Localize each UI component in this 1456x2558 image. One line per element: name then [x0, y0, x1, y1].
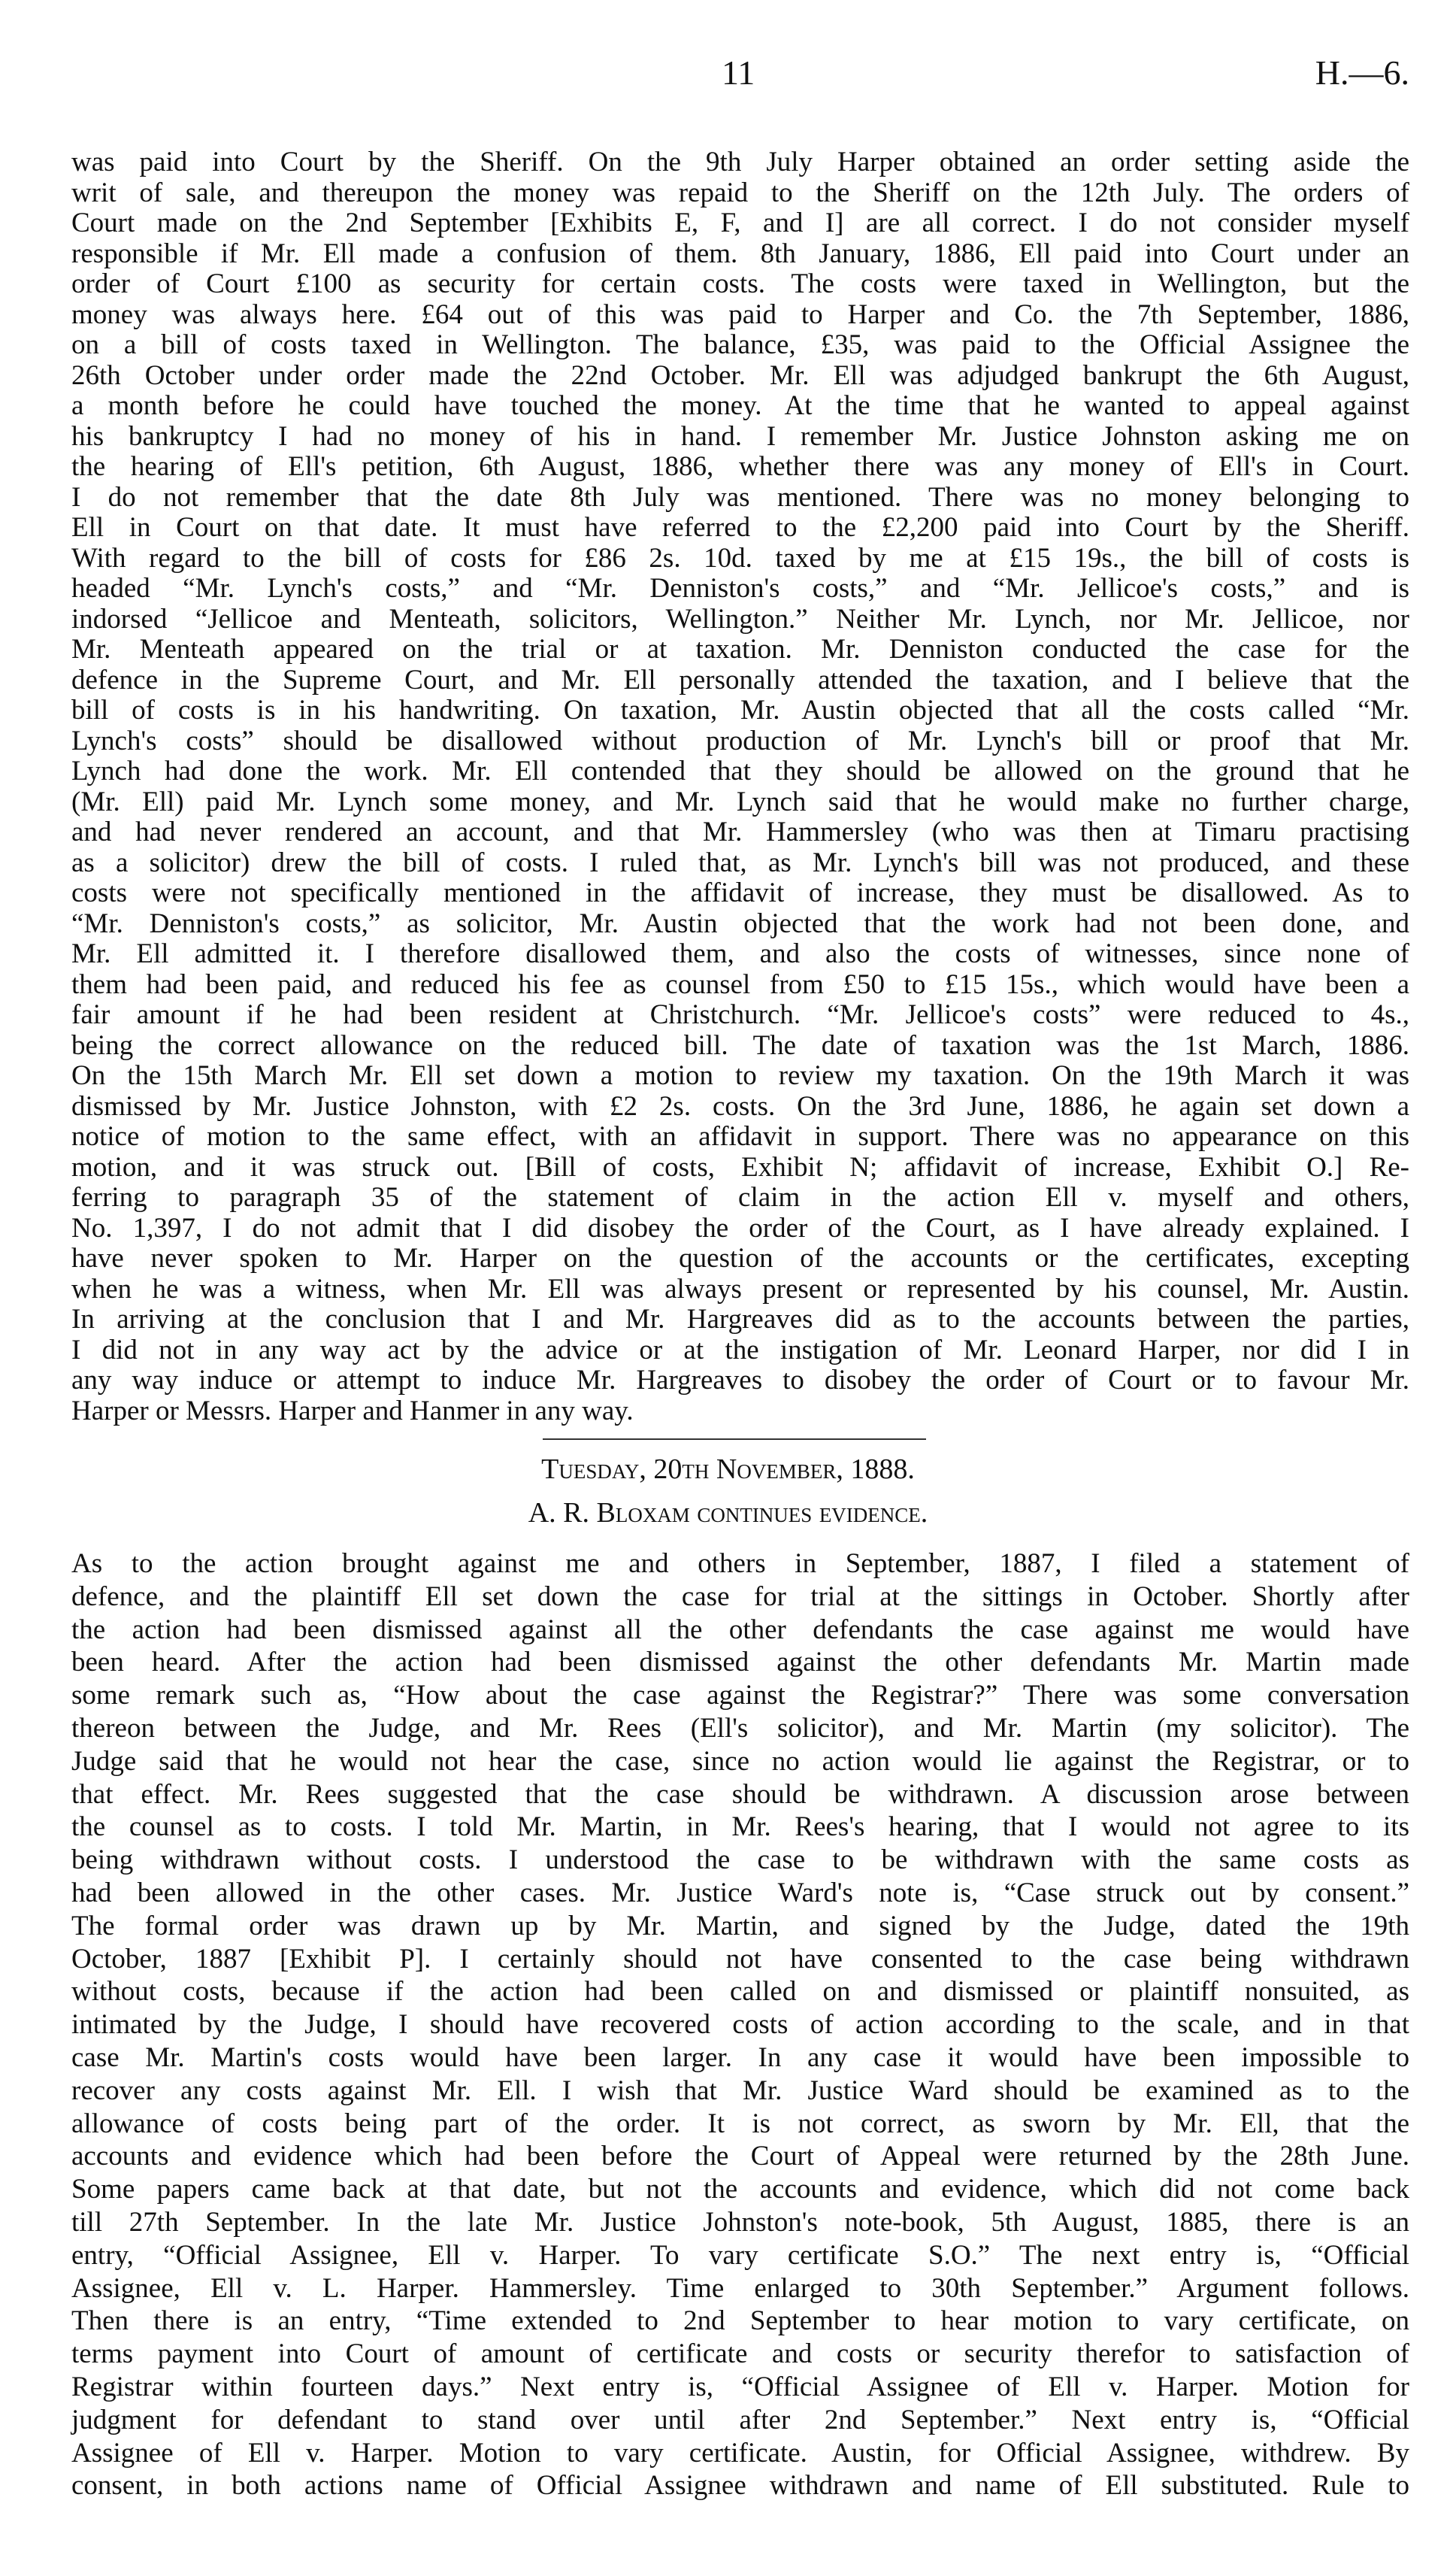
text-line: the action had been dismissed against all the other defendants the case against me would have — [71, 1614, 1409, 1645]
text-line: money was always here. £64 out of this was paid to Harper and Co. the 7th September, 1886, — [71, 299, 1409, 330]
text-line: that effect. Mr. Rees suggested that the case should be withdrawn. A discussion arose between — [71, 1778, 1409, 1810]
text-line: Judge said that he would not hear the case, since no action would lie against the Registrar, or to — [71, 1745, 1409, 1777]
text-line: responsible if Mr. Ell made a confusion of them. 8th January, 1886, Ell paid into Court under an — [71, 238, 1409, 269]
text-line: Assignee of Ell v. Harper. Motion to vary certificate. Austin, for Official Assignee, withdrew. By — [71, 2437, 1409, 2469]
text-line: order of Court £100 as security for certain costs. The costs were taxed in Wellington, but the — [71, 268, 1409, 299]
text-line: Lynch's costs” should be disallowed without production of Mr. Lynch's bill or proof that Mr. — [71, 725, 1409, 756]
text-line: terms payment into Court of amount of certificate and costs or security therefor to satisfaction of — [71, 2338, 1409, 2370]
text-line: intimated by the Judge, I should have recovered costs of action according to the scale, and in that — [71, 2009, 1409, 2041]
text-line: when he was a witness, when Mr. Ell was always present or represented by his counsel, Mr. Austin. — [71, 1273, 1409, 1305]
text-line: any way induce or attempt to induce Mr. Hargreaves to disobey the order of Court or to favour Mr. — [71, 1365, 1409, 1396]
text-line: recover any costs against Mr. Ell. I wish that Mr. Justice Ward should be examined as to the — [71, 2075, 1409, 2106]
text-line: As to the action brought against me and others in September, 1887, I filed a statement of — [71, 1548, 1409, 1579]
text-line: No. 1,397, I do not admit that I did disobey the order of the Court, as I have already explained. I — [71, 1212, 1409, 1244]
text-line: headed “Mr. Lynch's costs,” and “Mr. Denniston's costs,” and “Mr. Jellicoe's costs,” and is — [71, 573, 1409, 604]
text-line: judgment for defendant to stand over until after 2nd September.” Next entry is, “Official — [71, 2404, 1409, 2435]
text-line: motion, and it was struck out. [Bill of costs, Exhibit N; affidavit of increase, Exhibit O.] Re- — [71, 1151, 1409, 1183]
text-line: have never spoken to Mr. Harper on the question of the accounts or the certificates, excepting — [71, 1243, 1409, 1274]
text-line: Harper or Messrs. Harper and Hanmer in any way. — [71, 1395, 634, 1426]
page-number: 11 — [722, 53, 755, 92]
evidence-paragraph-2 — [71, 1547, 1409, 2502]
text-line: writ of sale, and thereupon the money was repaid to the Sheriff on the 12th July. The orders of — [71, 177, 1409, 208]
text-line: costs were not specifically mentioned in the affidavit of increase, they must be disallowed. As to — [71, 877, 1409, 908]
text-line: entry, “Official Assignee, Ell v. Harper. To vary certificate S.O.” The next entry is, “Official — [71, 2239, 1409, 2271]
text-line: indorsed “Jellicoe and Menteath, solicitors, Wellington.” Neither Mr. Lynch, nor Mr. Jellicoe, nor — [71, 603, 1409, 635]
text-line: Court made on the 2nd September [Exhibits E, F, and I] are all correct. I do not consider myself — [71, 208, 1409, 238]
text-line: I did not in any way act by the advice or at the instigation of Mr. Leonard Harper, nor did I in — [71, 1334, 1409, 1365]
text-line: notice of motion to the same effect, with an affidavit in support. There was no appearance on this — [71, 1121, 1409, 1152]
text-line: on a bill of costs taxed in Wellington. The balance, £35, was paid to the Official Assignee the — [71, 329, 1409, 360]
text-line: defence, and the plaintiff Ell set down the case for trial at the sittings in October. Shortly after — [71, 1581, 1409, 1612]
text-line: Assignee, Ell v. L. Harper. Hammersley. Time enlarged to 30th September.” Argument follows. — [71, 2272, 1409, 2304]
text-line: consent, in both actions name of Official Assignee withdrawn and name of Ell substituted. Rule to — [71, 2470, 1409, 2502]
text-line: defence in the Supreme Court, and Mr. Ell personally attended the taxation, and I believe that the — [71, 664, 1409, 696]
text-line: the counsel as to costs. I told Mr. Martin, in Mr. Rees's hearing, that I would not agree to its — [71, 1811, 1409, 1843]
text-line: The formal order was drawn up by Mr. Martin, and signed by the Judge, dated the 19th — [71, 1910, 1409, 1941]
text-line: ferring to paragraph 35 of the statement of claim in the action Ell v. myself and others, — [71, 1182, 1409, 1213]
text-line: allowance of costs being part of the order. It is not correct, as sworn by Mr. Ell, that the — [71, 2108, 1409, 2139]
text-line: without costs, because if the action had been called on and dismissed or plaintiff nonsuited, as — [71, 1976, 1409, 2008]
text-line: his bankruptcy I had no money of his in hand. I remember Mr. Justice Johnston asking me on — [71, 420, 1409, 452]
text-line: case Mr. Martin's costs would have been larger. In any case it would have been impossible to — [71, 2041, 1409, 2073]
text-line: I do not remember that the date 8th July was mentioned. There was no money belonging to — [71, 481, 1409, 513]
text-line: some remark such as, “How about the case against the Registrar?” There was some conversation — [71, 1680, 1409, 1711]
text-line: 26th October under order made the 22nd October. Mr. Ell was adjudged bankrupt the 6th August, — [71, 359, 1409, 391]
date-heading: Tuesday, 20th November, 1888. — [541, 1453, 915, 1485]
text-line: and had never rendered an account, and that Mr. Hammersley (who was then at Timaru practising — [71, 817, 1409, 847]
text-line: a month before he could have touched the money. At the time that he wanted to appeal against — [71, 390, 1409, 421]
text-line: On the 15th March Mr. Ell set down a motion to review my taxation. On the 19th March it was — [71, 1060, 1409, 1091]
text-line: as a solicitor) drew the bill of costs. I ruled that, as Mr. Lynch's bill was not produced, and these — [71, 847, 1409, 878]
text-line: In arriving at the conclusion that I and Mr. Hargreaves did as to the accounts between the parties, — [71, 1304, 1409, 1335]
text-line: been heard. After the action had been dismissed against the other defendants Mr. Martin made — [71, 1647, 1409, 1678]
text-line: Mr. Ell admitted it. I therefore disallowed them, and also the costs of witnesses, since none of — [71, 938, 1409, 969]
text-line: had been allowed in the other cases. Mr. Justice Ward's note is, “Case struck out by consent.” — [71, 1877, 1409, 1908]
text-line: Ell in Court on that date. It must have referred to the £2,200 paid into Court by the Sheriff. — [71, 512, 1409, 543]
witness-heading: A. R. Bloxam continues evidence. — [528, 1497, 928, 1529]
text-line: Some papers came back at that date, but not the accounts and evidence, which did not come back — [71, 2174, 1409, 2205]
text-line: bill of costs is in his handwriting. On taxation, Mr. Austin objected that all the costs called “Mr. — [71, 695, 1409, 726]
text-line: With regard to the bill of costs for £86 2s. 10d. taxed by me at £15 19s., the bill of costs is — [71, 542, 1409, 574]
text-line: the hearing of Ell's petition, 6th August, 1886, whether there was any money of Ell's in Court. — [71, 451, 1409, 482]
text-line: them had been paid, and reduced his fee as counsel from £50 to £15 15s., which would have been a — [71, 968, 1409, 1000]
text-line: “Mr. Denniston's costs,” as solicitor, Mr. Austin objected that the work had not been done, and — [71, 908, 1409, 939]
document-reference: H.—6. — [1315, 53, 1409, 92]
text-line: dismissed by Mr. Justice Johnston, with £2 2s. costs. On the 3rd June, 1886, he again set down a — [71, 1090, 1409, 1122]
text-line: Mr. Menteath appeared on the trial or at taxation. Mr. Denniston conducted the case for the — [71, 634, 1409, 665]
text-line: accounts and evidence which had been before the Court of Appeal were returned by the 28th June. — [71, 2141, 1409, 2172]
text-line: fair amount if he had been resident at Christchurch. “Mr. Jellicoe's costs” were reduced to 4s., — [71, 999, 1409, 1030]
text-line: October, 1887 [Exhibit P]. I certainly should not have consented to the case being withdrawn — [71, 1943, 1409, 1975]
text-line: was paid into Court by the Sheriff. On the 9th July Harper obtained an order setting aside the — [71, 147, 1409, 177]
text-line: till 27th September. In the late Mr. Justice Johnston's note-book, 5th August, 1885, there is an — [71, 2206, 1409, 2238]
evidence-paragraph-1 — [71, 147, 1409, 1426]
text-line: Then there is an entry, “Time extended to 2nd September to hear motion to vary certificate, on — [71, 2305, 1409, 2337]
text-line: being the correct allowance on the reduced bill. The date of taxation was the 1st March, 1886. — [71, 1029, 1409, 1061]
text-line: Lynch had done the work. Mr. Ell contended that they should be allowed on the ground that he — [71, 756, 1409, 786]
section-divider — [543, 1438, 926, 1440]
text-line: (Mr. Ell) paid Mr. Lynch some money, and Mr. Lynch said that he would make no further charge, — [71, 786, 1409, 817]
text-line: being withdrawn without costs. I understood the case to be withdrawn with the same costs as — [71, 1844, 1409, 1876]
text-line: Registrar within fourteen days.” Next entry is, “Official Assignee of Ell v. Harper. Motion for — [71, 2371, 1409, 2402]
text-line: thereon between the Judge, and Mr. Rees (Ell's solicitor), and Mr. Martin (my solicitor). The — [71, 1712, 1409, 1744]
